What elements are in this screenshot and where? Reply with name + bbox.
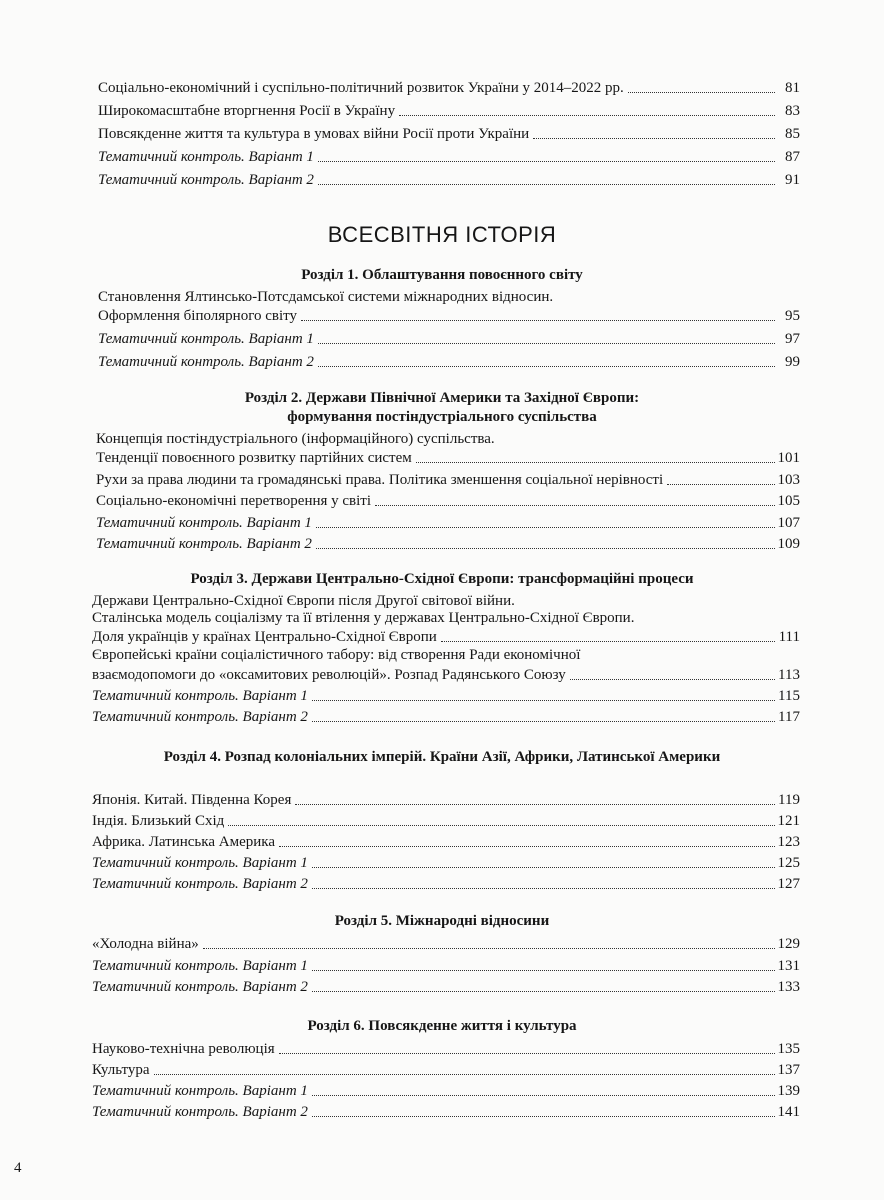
dot-leader: [570, 679, 775, 680]
toc-entry-page: 117: [778, 709, 800, 725]
dot-leader: [154, 1074, 775, 1075]
dot-leader: [628, 92, 775, 93]
toc-entry: [92, 662, 800, 684]
toc-entry: [98, 349, 800, 371]
toc-entry-page: 115: [778, 688, 800, 704]
toc-entry: [92, 931, 800, 953]
toc-entry: [98, 326, 800, 348]
dot-leader: [667, 484, 774, 485]
toc-entry: [92, 1099, 800, 1121]
toc-entry-page: 113: [778, 667, 800, 683]
dot-leader: [318, 343, 775, 344]
toc-entry-title: Тематичний контроль. Варіант 2: [92, 1104, 308, 1120]
section-4-heading: Розділ 4. Розпад колоніальних імперій. Країни Азії, Африки, Латинської Америки: [163, 749, 721, 765]
toc-entry-title: Доля українців у країнах Центрально-Східної Європи: [92, 629, 437, 645]
dot-leader: [399, 115, 775, 116]
toc-entry: [92, 704, 800, 726]
dot-leader: [318, 366, 775, 367]
dot-leader: [375, 505, 774, 506]
toc-entry: [98, 98, 800, 120]
toc-entry-page: 103: [777, 472, 800, 488]
toc-entry-text: Становлення Ялтинсько-Потсдамської системи міжнародних відносин.: [98, 289, 554, 305]
toc-entry-title: Оформлення біполярного світу: [98, 308, 297, 324]
toc-entry-page: 125: [777, 855, 800, 871]
toc-entry: [98, 75, 800, 97]
toc-entry-page: 123: [777, 834, 800, 850]
toc-entry: [92, 624, 800, 646]
toc-entry-page: 101: [777, 450, 800, 466]
toc-entry: [92, 787, 800, 809]
toc-entry-title: Соціально-економічні перетворення у світі: [96, 493, 372, 509]
section-1-heading: Розділ 1. Облаштування повоєнного світу: [301, 267, 583, 283]
dot-leader: [318, 184, 775, 185]
dot-leader: [533, 138, 775, 139]
toc-entry-title: Африка. Латинська Америка: [92, 834, 275, 850]
toc-entry-title: Індія. Близький Схід: [92, 813, 225, 829]
dot-leader: [312, 970, 775, 971]
toc-entry-title: Рухи за права людини та громадянські права. Політика зменшення соціальної нерівності: [96, 472, 664, 488]
dot-leader: [295, 804, 775, 805]
toc-entry-page: 105: [777, 493, 800, 509]
dot-leader: [312, 991, 775, 992]
toc-entry-page: 127: [777, 876, 800, 892]
toc-entry-title: Тематичний контроль. Варіант 2: [98, 354, 314, 370]
toc-entry-page: 139: [777, 1083, 800, 1099]
toc-entry-page: 83: [785, 103, 800, 119]
section-2-heading-line-1: Розділ 2. Держави Північної Америки та Західної Європи:: [244, 390, 640, 406]
toc-entry: [96, 488, 800, 510]
toc-entry-page: 87: [785, 149, 800, 165]
section-5-heading: Розділ 5. Міжнародні відносини: [334, 913, 550, 929]
dot-leader: [279, 846, 775, 847]
toc-entry-text: Концепція постіндустріального (інформаційного) суспільства.: [96, 431, 495, 447]
toc-entry: [92, 974, 800, 996]
toc-entry-page: 141: [777, 1104, 800, 1120]
toc-entry-text: Сталінська модель соціалізму та її втілення у державах Центрально-Східної Європи.: [92, 610, 635, 626]
toc-entry-page: 129: [777, 936, 800, 952]
toc-entry: [98, 121, 800, 143]
toc-entry: [92, 1036, 800, 1058]
toc-entry-title: Повсякденне життя та культура в умовах війни Росії проти України: [98, 126, 530, 142]
toc-entry: [96, 445, 800, 467]
dot-leader: [312, 867, 775, 868]
toc-entry-page: 91: [785, 172, 800, 188]
toc-entry-page: 131: [777, 958, 800, 974]
toc-entry-page: 97: [785, 331, 800, 347]
dot-leader: [312, 1116, 775, 1117]
dot-leader: [312, 721, 775, 722]
toc-entry-title: Тематичний контроль. Варіант 1: [92, 688, 308, 704]
toc-entry-page: 133: [777, 979, 800, 995]
toc-entry-title: Соціально-економічний і суспільно-політичний розвиток України у 2014–2022 рр.: [98, 80, 624, 96]
page-number: 4: [14, 1160, 22, 1176]
toc-entry-page: 95: [785, 308, 800, 324]
dot-leader: [312, 700, 775, 701]
toc-entry-title: Культура: [92, 1062, 150, 1078]
toc-entry: [92, 953, 800, 975]
toc-entry-title: Тематичний контроль. Варіант 1: [92, 855, 308, 871]
toc-entry: [92, 1057, 800, 1079]
toc-entry-title: Японія. Китай. Південна Корея: [92, 792, 292, 808]
toc-entry-page: 85: [785, 126, 800, 142]
toc-entry-title: Тематичний контроль. Варіант 2: [92, 709, 308, 725]
dot-leader: [441, 641, 775, 642]
toc-entry-title: «Холодна війна»: [92, 936, 199, 952]
dot-leader: [416, 462, 775, 463]
toc-entry: [98, 144, 800, 166]
toc-entry-text: Держави Центрально-Східної Європи після Другої світової війни.: [92, 593, 515, 609]
toc-entry-page: 99: [785, 354, 800, 370]
dot-leader: [301, 320, 775, 321]
toc-entry: [98, 167, 800, 189]
dot-leader: [318, 161, 775, 162]
toc-entry: [96, 531, 800, 553]
toc-entry-title: Тематичний контроль. Варіант 2: [96, 536, 312, 552]
toc-entry: [92, 829, 800, 851]
toc-entry-title: Широкомасштабне вторгнення Росії в Україну: [98, 103, 396, 119]
toc-entry: [92, 871, 800, 893]
section-2-heading-line-2: формування постіндустріального суспільства: [287, 409, 597, 425]
section-3-heading: Розділ 3. Держави Центрально-Східної Європи: трансформаційні процеси: [190, 571, 694, 587]
toc-entry: [92, 1078, 800, 1100]
toc-entry-title: Тематичний контроль. Варіант 2: [98, 172, 314, 188]
toc-entry: [96, 510, 800, 532]
dot-leader: [279, 1053, 775, 1054]
toc-entry-title: Тематичний контроль. Варіант 2: [92, 876, 308, 892]
toc-entry-title: Тематичний контроль. Варіант 1: [92, 958, 308, 974]
toc-entry: [98, 303, 800, 325]
toc-entry-page: 135: [777, 1041, 800, 1057]
toc-entry-title: Тенденції повоєнного розвитку партійних систем: [96, 450, 412, 466]
toc-entry-page: 109: [777, 536, 800, 552]
toc-entry-page: 121: [777, 813, 800, 829]
toc-entry-page: 119: [778, 792, 800, 808]
toc-entry-page: 137: [777, 1062, 800, 1078]
dot-leader: [312, 888, 775, 889]
world-history-title: ВСЕСВІТНЯ ІСТОРІЯ: [327, 222, 557, 247]
toc-entry-page: 107: [777, 515, 800, 531]
dot-leader: [316, 548, 775, 549]
toc-entry: [96, 467, 800, 489]
toc-entry-title: Тематичний контроль. Варіант 1: [98, 149, 314, 165]
toc-entry-title: Тематичний контроль. Варіант 1: [96, 515, 312, 531]
dot-leader: [316, 527, 775, 528]
toc-entry-text: Європейські країни соціалістичного табору: від створення Ради економічної: [92, 647, 581, 663]
toc-entry-title: Тематичний контроль. Варіант 1: [92, 1083, 308, 1099]
toc-entry-page: 111: [778, 629, 800, 645]
dot-leader: [203, 948, 775, 949]
toc-entry: [92, 850, 800, 872]
section-6-heading: Розділ 6. Повсякденне життя і культура: [307, 1018, 577, 1034]
toc-entry-title: Тематичний контроль. Варіант 1: [98, 331, 314, 347]
toc-entry-title: Науково-технічна революція: [92, 1041, 275, 1057]
dot-leader: [312, 1095, 775, 1096]
toc-entry-title: Тематичний контроль. Варіант 2: [92, 979, 308, 995]
toc-entry-title: взаємодопомоги до «оксамитових революцій». Розпад Радянського Союзу: [92, 667, 566, 683]
dot-leader: [228, 825, 774, 826]
toc-entry: [92, 683, 800, 705]
toc-entry-page: 81: [785, 80, 800, 96]
toc-entry: [92, 808, 800, 830]
